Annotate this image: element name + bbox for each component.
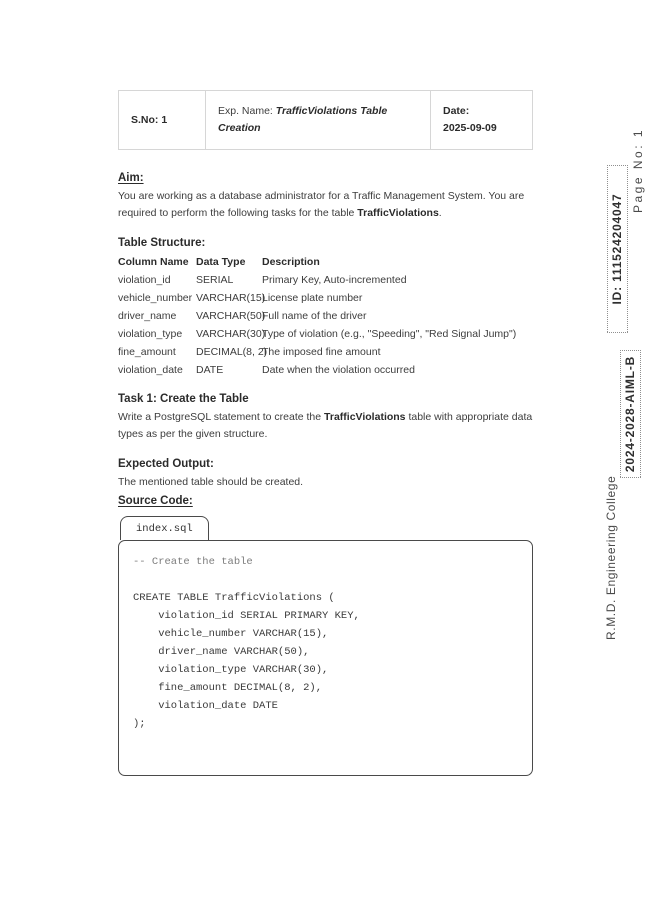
college-name-stamp: R.M.D. Engineering College	[604, 475, 618, 640]
task-heading: Task 1: Create the Table	[118, 393, 249, 405]
structure-col-header: Data Type	[196, 256, 246, 268]
structure-table	[118, 253, 533, 379]
code-line: violation_date DATE	[133, 700, 278, 712]
task-paragraph: Write a PostgreSQL statement to create the TrafficViolations table with appropriate data types as per the given structure.	[118, 411, 533, 440]
structure-heading: Table Structure:	[118, 237, 206, 249]
document-content	[118, 90, 533, 776]
structure-cell: Date when the violation occurred	[262, 364, 415, 376]
code-file-tab: index.sql	[120, 516, 209, 540]
code-line	[133, 571, 518, 589]
expected-output-heading: Expected Output:	[118, 458, 214, 470]
code-line: driver_name VARCHAR(50),	[133, 646, 310, 658]
structure-cell: Type of violation (e.g., "Speeding", "Red Signal Jump")	[262, 328, 517, 340]
structure-cell: DECIMAL(8, 2)	[196, 346, 268, 358]
experiment-header-table	[118, 90, 533, 150]
structure-cell: SERIAL	[196, 274, 234, 286]
structure-col-header: Column Name	[118, 256, 189, 268]
structure-cell: violation_id	[118, 274, 171, 286]
structure-cell: driver_name	[118, 310, 177, 322]
structure-cell: Full name of the driver	[262, 310, 367, 322]
experiment-name	[218, 103, 418, 137]
code-line: );	[133, 718, 146, 730]
structure-cell: DATE	[196, 364, 224, 376]
experiment-name-title: TrafficViolations Table Creation	[218, 105, 388, 134]
date-cell	[431, 91, 532, 149]
structure-cell: VARCHAR(30)	[196, 328, 266, 340]
code-line: CREATE TABLE TrafficViolations (	[133, 592, 335, 604]
structure-cell: Primary Key, Auto-incremented	[262, 274, 407, 286]
code-line: fine_amount DECIMAL(8, 2),	[133, 682, 323, 694]
aim-heading: Aim:	[118, 172, 144, 184]
source-code-heading: Source Code:	[118, 495, 193, 507]
structure-cell: License plate number	[262, 292, 363, 304]
code-block	[118, 540, 533, 776]
serial-number: S.No: 1	[131, 113, 168, 126]
structure-col-header: Description	[262, 256, 320, 268]
date-value: 2025-09-09	[443, 122, 497, 134]
structure-cell: fine_amount	[118, 346, 176, 358]
serial-number-cell	[119, 91, 206, 149]
code-line: violation_id SERIAL PRIMARY KEY,	[133, 610, 360, 622]
structure-cell: violation_date	[118, 364, 183, 376]
page-number-stamp: Page No: 1	[631, 127, 645, 213]
structure-cell: violation_type	[118, 328, 183, 340]
aim-paragraph: You are working as a database administrator for a Traffic Management System. You are required to perform the following tasks for the table TrafficViolations.	[118, 190, 525, 219]
code-line: vehicle_number VARCHAR(15),	[133, 628, 329, 640]
student-id-stamp: ID: 111524204047	[607, 165, 628, 333]
structure-cell: The imposed fine amount	[262, 346, 381, 358]
structure-cell: vehicle_number	[118, 292, 193, 304]
structure-cell: VARCHAR(15)	[196, 292, 266, 304]
structure-cell: VARCHAR(50)	[196, 310, 266, 322]
experiment-name-cell	[206, 91, 431, 149]
expected-output-body: The mentioned table should be created.	[118, 476, 304, 488]
date-label: Date:	[443, 105, 470, 117]
code-line: -- Create the table	[133, 556, 253, 568]
experiment-name-label: Exp. Name:	[218, 105, 276, 117]
code-line: violation_type VARCHAR(30),	[133, 664, 329, 676]
batch-stamp: 2024-2028-AIML-B	[620, 350, 641, 478]
